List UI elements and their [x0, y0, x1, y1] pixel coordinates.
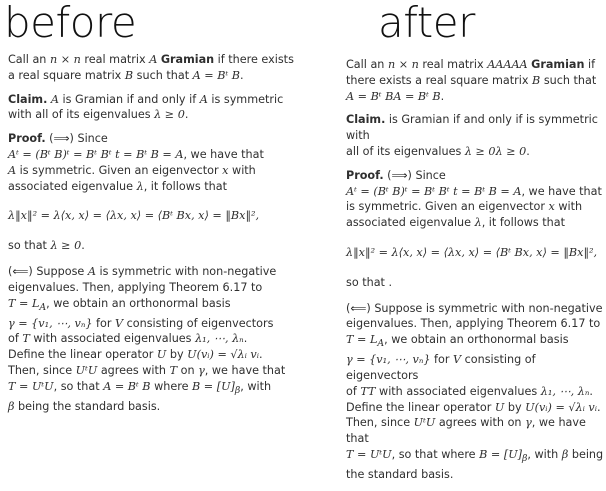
before-display-equation: λ‖x‖² = λ⟨x, x⟩ = ⟨λx, x⟩ = ⟨Bᵗ Bx, x⟩ = ‖Bx‖², — [8, 209, 260, 223]
before-proof-paragraph: Proof. (⟹) Since Aᵗ = (Bᵗ B)ᵗ = Bᵗ Bᵗ t = Bᵗ B = A, we have that A is symmetric. Given an eigenvector x with associated eigenvalue λ, it follows that — [8, 132, 264, 193]
proof-label: Proof. — [8, 132, 46, 146]
before-so-that: so that λ ≥ 0. — [8, 239, 85, 253]
after-title: after — [378, 0, 475, 47]
proof-label: Proof. — [346, 168, 384, 182]
before-body — [8, 52, 304, 423]
claim-label: Claim. — [346, 113, 386, 127]
after-claim-paragraph: Claim. is Gramian if and only if is symmetric with all of its eigenvalues λ ≥ 0λ ≥ 0. — [346, 113, 598, 158]
gramian-term: Gramian — [160, 53, 215, 66]
before-title: before — [4, 0, 137, 47]
claim-label: Claim. — [8, 92, 48, 106]
after-panel — [338, 0, 606, 481]
before-definition-paragraph: Call an n × n real matrix A Gramian if there exists a real square matrix B such that A = Bᵗ B. — [8, 53, 294, 82]
gramian-term: Gramian — [531, 58, 585, 71]
after-so-that: so that . — [346, 275, 393, 289]
before-claim-paragraph: Claim. A is Gramian if and only if A is symmetric with all of its eigenvalues λ ≥ 0. — [8, 92, 284, 122]
after-display-equation: λ‖x‖² = λ⟨x, x⟩ = ⟨λx, x⟩ = ⟨Bᵗ Bx, x⟩ = ‖Bx‖², — [346, 245, 598, 259]
before-panel — [0, 0, 304, 413]
after-definition-paragraph: Call an n × n real matrix AAAAA Gramian if there exists a real square matrix B such that A = Bᵗ BA = Bᵗ B. — [346, 58, 597, 103]
after-proof-paragraph: Proof. (⟹) Since Aᵗ = (Bᵗ B)ᵗ = Bᵗ Bᵗ t = Bᵗ B = A, we have that is symmetric. Given an eigenvector x with associated eigenvalue λ, it follows that — [346, 168, 602, 230]
after-converse-paragraph: (⟸) Suppose is symmetric with non-negative eigenvalues. Then, applying Theorem 6.17 to $T = L_A$, we obtain an orthonormal basis γ = {v₁, ⋯, vₙ} for V consisting of eigenvectors of TT with associated eigenvalues λ₁, ⋯, λₙ. Define the linear operator U by U(vᵢ) = √λᵢ vᵢ. Then, since UᵗU agrees with on γ, we have that T = UᵗU, so that where $B = [U]_\beta$, with β being the standard basis. — [346, 301, 604, 481]
after-body — [346, 57, 606, 491]
before-converse-paragraph: (⟸) Suppose A is symmetric with non-negative eigenvalues. Then, applying Theorem 6.17 to $T = L_A$, we obtain an orthonormal basis γ = {v₁, ⋯, vₙ} for V consisting of eigenvectors of T with associated eigenvalues λ₁, ⋯, λₙ. Define the linear operator U by U(vᵢ) = √λᵢ vᵢ. Then, since UᵗU agrees with T on γ, we have that T = UᵗU, so that A = Bᵗ B where $B = [U]_\beta$, with β being the standard basis. — [8, 264, 286, 413]
